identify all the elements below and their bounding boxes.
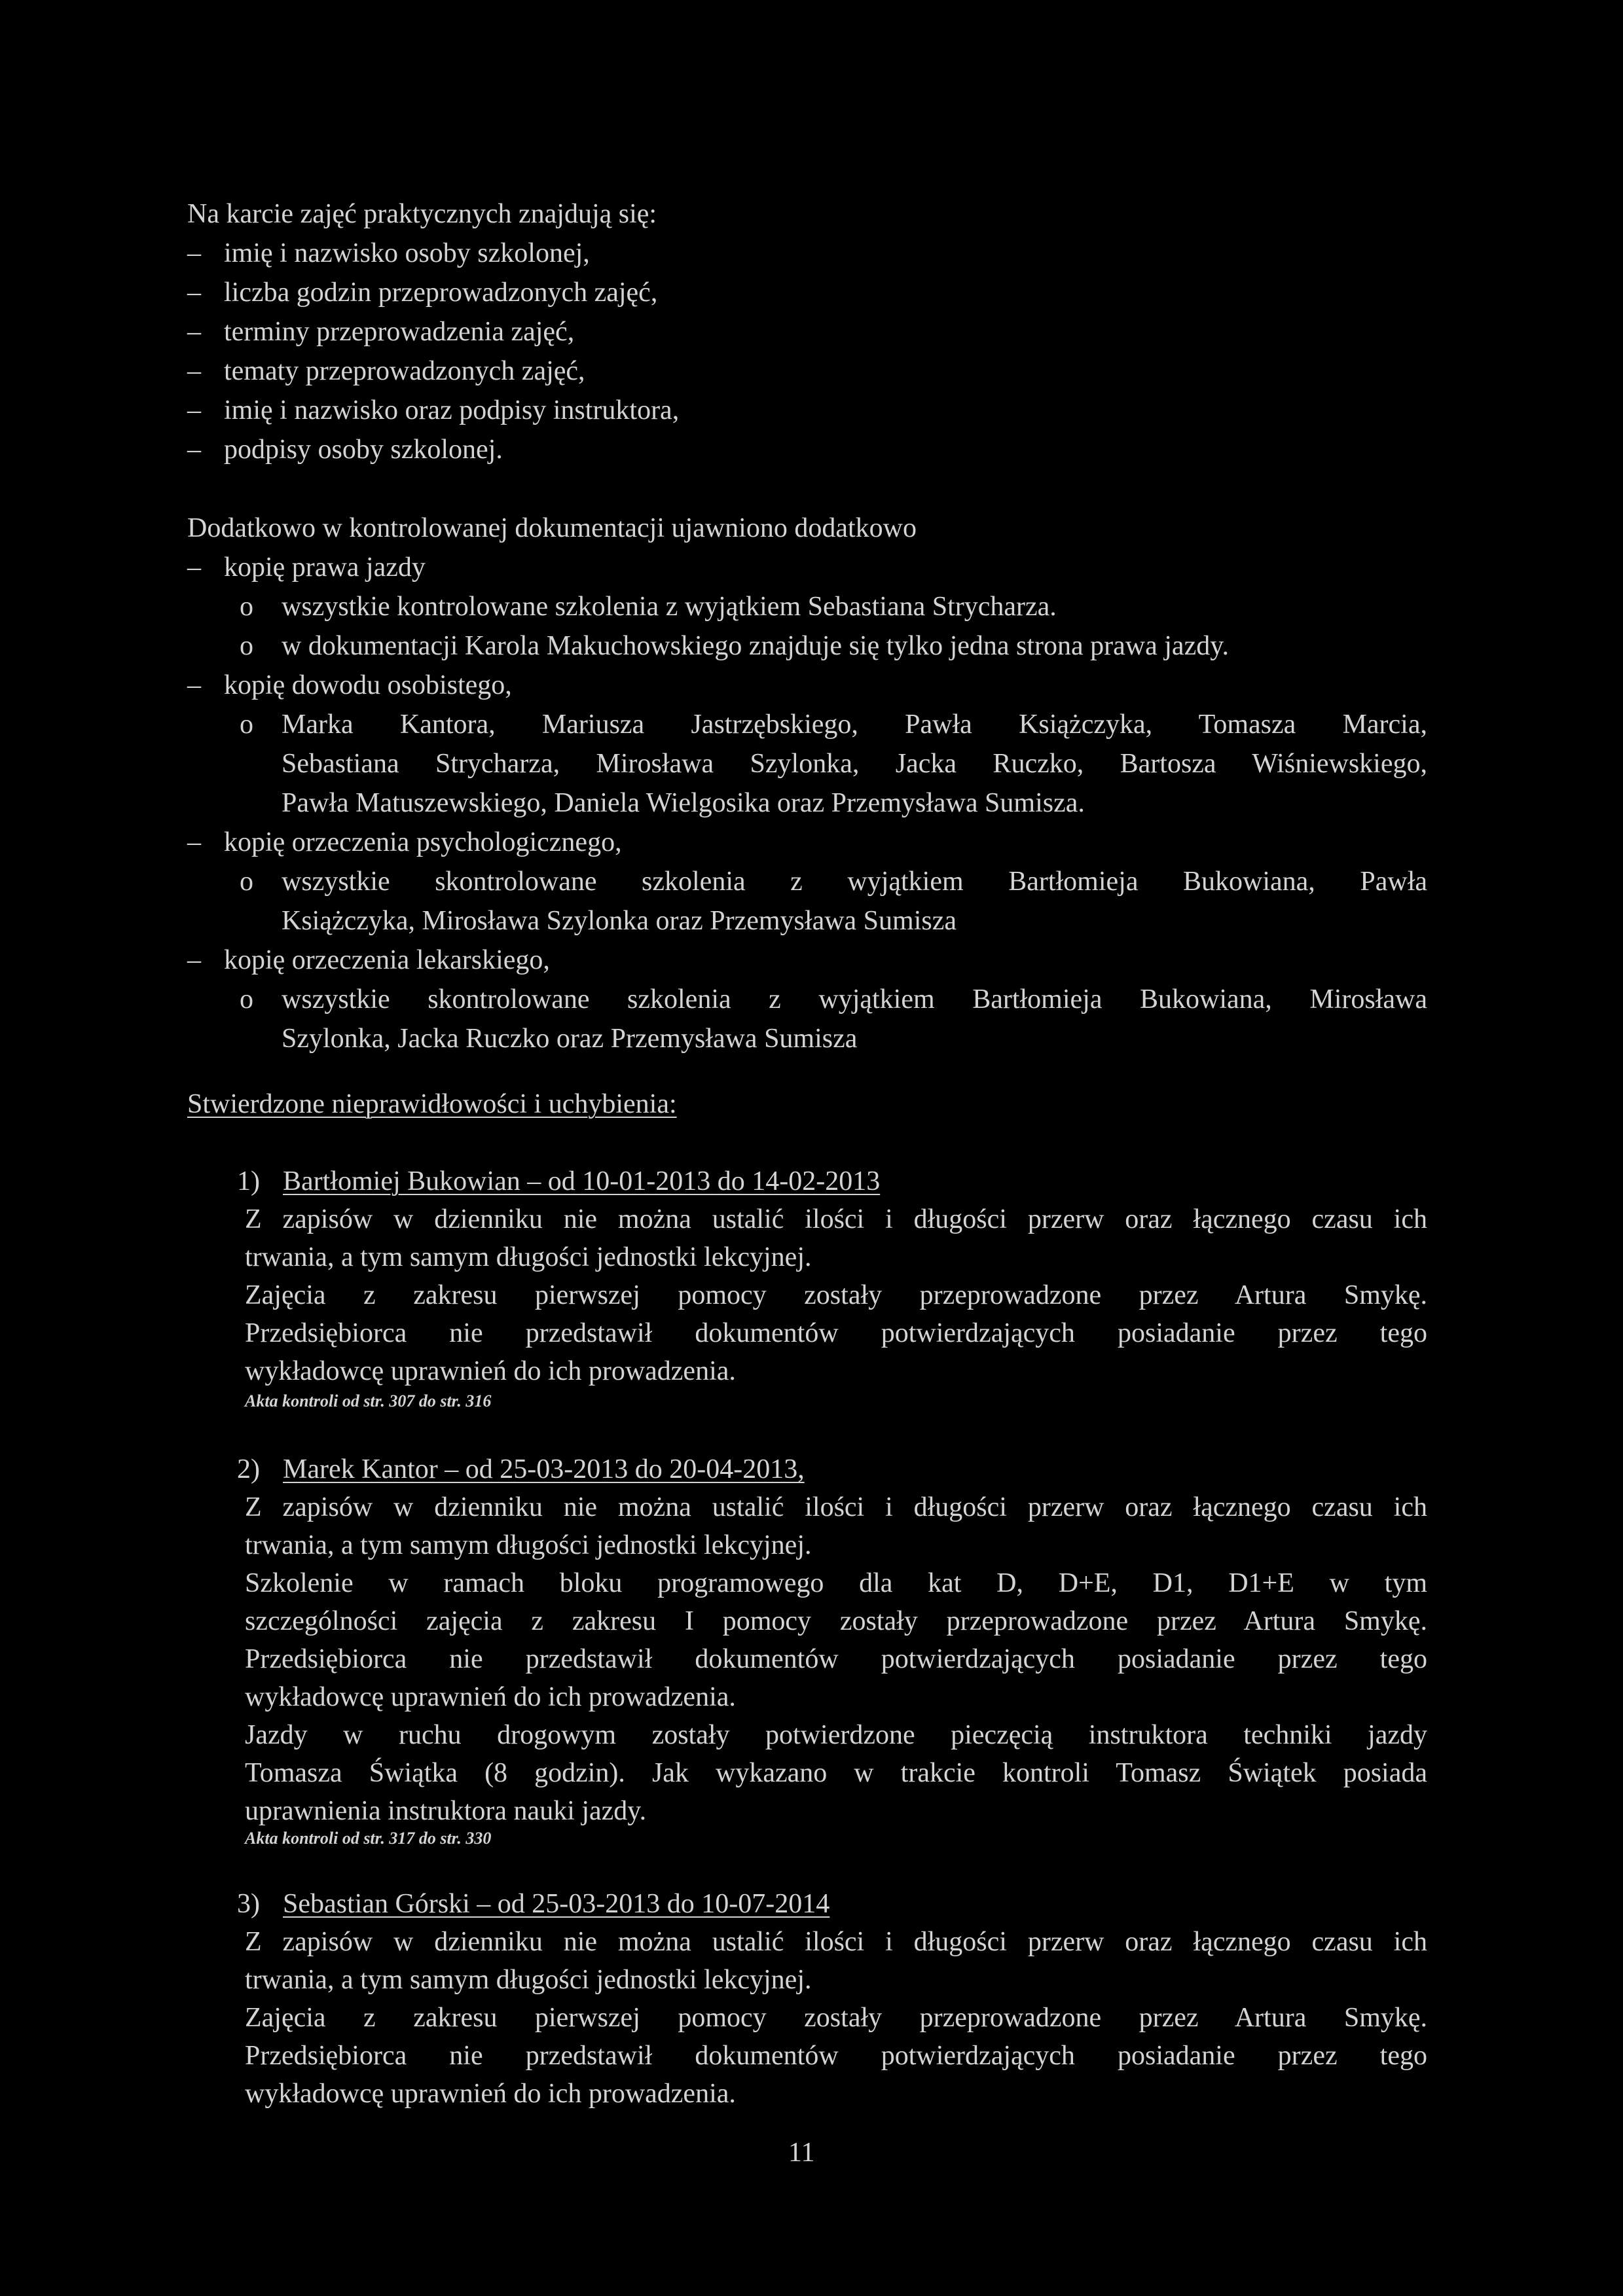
body-line: uprawnienia instruktora nauki jazdy. bbox=[245, 1796, 647, 1826]
group-label-driving-licence: kopię prawa jazdy bbox=[224, 552, 426, 583]
text-line: Sebastiana Strycharza, Mirosława Szylonka, Jacka Ruczko, Bartosza Wiśniewskiego, bbox=[282, 749, 1427, 779]
findings-heading: Stwierdzone nieprawidłowości i uchybienia: bbox=[187, 1089, 677, 1119]
entry-title: Sebastian Górski – od 25-03-2013 do 10-07-2014 bbox=[283, 1889, 830, 1919]
body-line: Z zapisów w dzienniku nie można ustalić ilości i długości przerw oraz łącznego czasu ich bbox=[245, 1492, 1427, 1522]
intro-dash: – bbox=[187, 356, 201, 386]
body-line: trwania, a tym samym długości jednostki lekcyjnej. bbox=[245, 1242, 812, 1272]
text-line: Pawła Matuszewskiego, Daniela Wielgosika oraz Przemysława Sumisza. bbox=[282, 788, 1085, 818]
text-line: wszystkie skontrolowane szkolenia z wyjątkiem Bartłomieja Bukowiana, Mirosława bbox=[282, 984, 1427, 1014]
sub-bullet: o bbox=[240, 631, 253, 661]
group-dash: – bbox=[187, 670, 201, 700]
group-sub-item: w dokumentacji Karola Makuchowskiego znajduje się tylko jedna strona prawa jazdy. bbox=[282, 631, 1229, 661]
body-line: Zajęcia z zakresu pierwszej pomocy zostały przeprowadzone przez Artura Smykę. bbox=[245, 1280, 1427, 1310]
sub-bullet: o bbox=[240, 984, 253, 1014]
body-line: Z zapisów w dzienniku nie można ustalić ilości i długości przerw oraz łącznego czasu ich bbox=[245, 1204, 1427, 1234]
entry-body bbox=[245, 1923, 1427, 2113]
intro-item: liczba godzin przeprowadzonych zajęć, bbox=[224, 278, 658, 308]
body-line: Zajęcia z zakresu pierwszej pomocy zostały przeprowadzone przez Artura Smykę. bbox=[245, 2003, 1427, 2033]
body-line: Przedsiębiorca nie przedstawił dokumentów potwierdzających posiadanie przez tego bbox=[245, 1644, 1427, 1674]
group-label-id-card: kopię dowodu osobistego, bbox=[224, 670, 512, 700]
body-line: Przedsiębiorca nie przedstawił dokumentów potwierdzających posiadanie przez tego bbox=[245, 1318, 1427, 1348]
intro-heading: Na karcie zajęć praktycznych znajdują się: bbox=[187, 199, 657, 229]
group-dash: – bbox=[187, 827, 201, 857]
intro-item: terminy przeprowadzenia zajęć, bbox=[224, 317, 575, 347]
group-sub-item-multiline bbox=[282, 980, 1427, 1059]
text-line: wszystkie skontrolowane szkolenia z wyjątkiem Bartłomieja Bukowiana, Pawła bbox=[282, 867, 1427, 897]
entry-number: 3) bbox=[237, 1889, 260, 1919]
body-line: trwania, a tym samym długości jednostki lekcyjnej. bbox=[245, 1965, 812, 1995]
group-dash: – bbox=[187, 552, 201, 583]
group-sub-item-multiline bbox=[282, 706, 1427, 823]
entry-reference: Akta kontroli od str. 317 do str. 330 bbox=[245, 1829, 492, 1848]
additional-heading: Dodatkowo w kontrolowanej dokumentacji ujawniono dodatkowo bbox=[187, 513, 917, 543]
text-line: Szylonka, Jacka Ruczko oraz Przemysława Sumisza bbox=[282, 1024, 858, 1054]
intro-dash: – bbox=[187, 435, 201, 465]
intro-dash: – bbox=[187, 395, 201, 425]
body-line: Szkolenie w ramach bloku programowego dla kat D, D+E, D1, D1+E w tym bbox=[245, 1568, 1427, 1598]
group-label-medical: kopię orzeczenia lekarskiego, bbox=[224, 945, 550, 975]
sub-bullet: o bbox=[240, 867, 253, 897]
sub-bullet: o bbox=[240, 709, 253, 740]
entry-title: Bartłomiej Bukowian – od 10-01-2013 do 14-02-2013 bbox=[283, 1166, 881, 1196]
group-sub-item-multiline bbox=[282, 863, 1427, 941]
body-line: wykładowcę uprawnień do ich prowadzenia. bbox=[245, 1356, 736, 1386]
body-line: wykładowcę uprawnień do ich prowadzenia. bbox=[245, 1682, 736, 1712]
entry-body bbox=[245, 1488, 1427, 1830]
intro-item: podpisy osoby szkolonej. bbox=[224, 435, 503, 465]
body-line: Tomasza Świątka (8 godzin). Jak wykazano w trakcie kontroli Tomasz Świątek posiada bbox=[245, 1758, 1427, 1788]
body-line: szczególności zajęcia z zakresu I pomocy zostały przeprowadzone przez Artura Smykę. bbox=[245, 1606, 1427, 1636]
entry-body bbox=[245, 1200, 1427, 1390]
body-line: Z zapisów w dzienniku nie można ustalić ilości i długości przerw oraz łącznego czasu ich bbox=[245, 1927, 1427, 1957]
body-line: Jazdy w ruchu drogowym zostały potwierdzone pieczęcią instruktora techniki jazdy bbox=[245, 1720, 1427, 1750]
text-line: Marka Kantora, Mariusza Jastrzębskiego, Pawła Książczyka, Tomasza Marcia, bbox=[282, 709, 1427, 740]
entry-number: 1) bbox=[237, 1166, 260, 1196]
intro-item: imię i nazwisko osoby szkolonej, bbox=[224, 238, 590, 268]
group-dash: – bbox=[187, 945, 201, 975]
intro-item: tematy przeprowadzonych zajęć, bbox=[224, 356, 585, 386]
entry-number: 2) bbox=[237, 1454, 260, 1484]
entry-reference: Akta kontroli od str. 307 do str. 316 bbox=[245, 1391, 492, 1410]
body-line: wykładowcę uprawnień do ich prowadzenia. bbox=[245, 2079, 736, 2109]
text-line: Książczyka, Mirosława Szylonka oraz Przemysława Sumisza bbox=[282, 906, 957, 936]
intro-dash: – bbox=[187, 278, 201, 308]
entry-title: Marek Kantor – od 25-03-2013 do 20-04-2013, bbox=[283, 1454, 805, 1484]
intro-dash: – bbox=[187, 317, 201, 347]
sub-bullet: o bbox=[240, 592, 253, 622]
intro-dash: – bbox=[187, 238, 201, 268]
body-line: trwania, a tym samym długości jednostki lekcyjnej. bbox=[245, 1530, 812, 1560]
intro-item: imię i nazwisko oraz podpisy instruktora, bbox=[224, 395, 680, 425]
group-sub-item: wszystkie kontrolowane szkolenia z wyjątkiem Sebastiana Strycharza. bbox=[282, 592, 1057, 622]
page-number: 11 bbox=[788, 2138, 815, 2168]
group-label-psych: kopię orzeczenia psychologicznego, bbox=[224, 827, 622, 857]
body-line: Przedsiębiorca nie przedstawił dokumentów potwierdzających posiadanie przez tego bbox=[245, 2041, 1427, 2071]
